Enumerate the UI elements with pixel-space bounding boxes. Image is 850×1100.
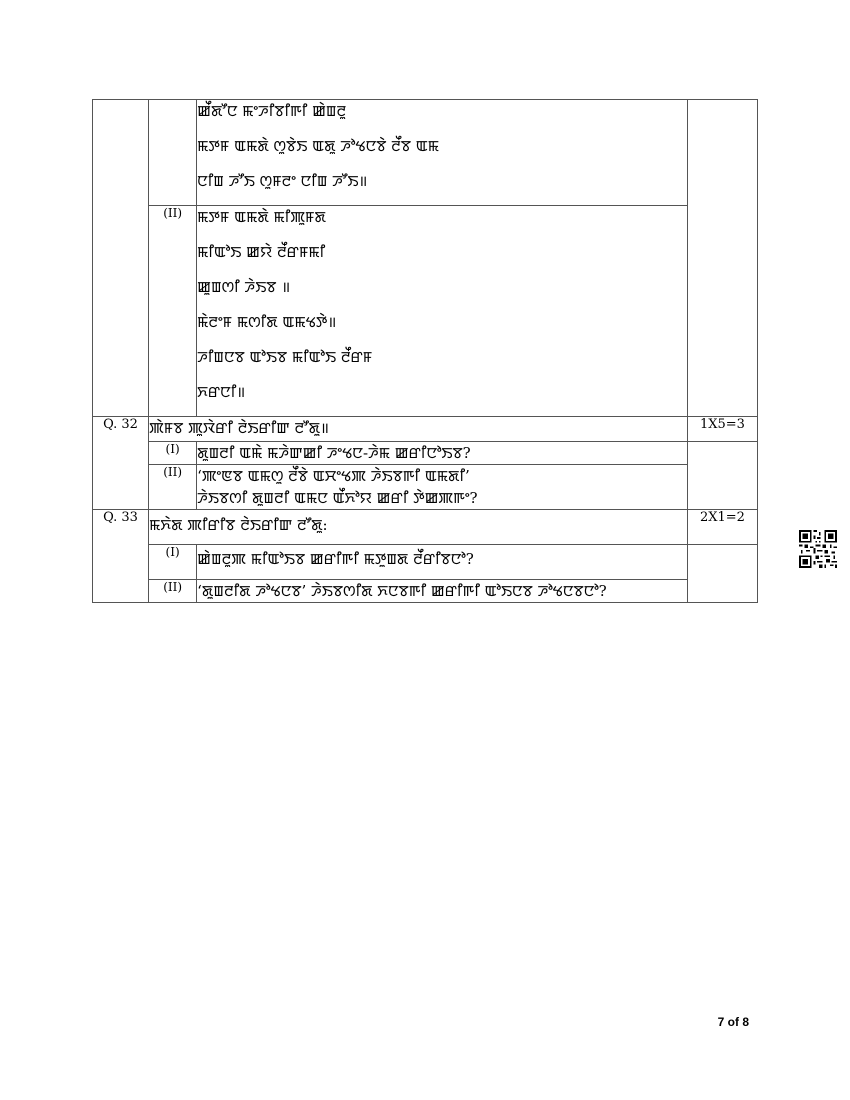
- part-text: [197, 442, 688, 465]
- marks-cell: [687, 442, 757, 510]
- block1-row: [93, 100, 758, 206]
- text-line: ꯀꯥꯡꯂꯨꯄ ꯃꯤꯑꯣꯏꯕ ꯀꯔꯤꯒꯤ ꯃꯇꯨꯡꯗ ꯂꯩꯔꯤꯕꯅꯣ?: [197, 550, 474, 568]
- block1-text: [197, 100, 688, 206]
- qno-cell: [93, 100, 149, 417]
- text-line: ꯍꯥꯏꯕꯁꯤ ꯗꯨꯡꯂꯤ ꯑꯃꯅ ꯑꯩꯈꯣꯌ ꯀꯔꯤ ꯇꯥꯀꯄꯒꯦ?: [197, 489, 478, 507]
- part-text: [197, 580, 688, 603]
- text-line: ꯍꯤꯡꯅꯕ ꯑꯣꯏꯕ ꯃꯤꯑꯣꯏ ꯂꯩꯔꯝ: [197, 348, 373, 366]
- prompt-text: ꯃꯈꯥꯗ ꯄꯤꯔꯤꯕ ꯂꯥꯏꯔꯤꯛ ꯂꯧꯗꯨ:: [149, 516, 328, 534]
- q33-part2-row: [93, 580, 758, 603]
- marks: 2X1=2: [687, 510, 757, 545]
- text-line: ꯈꯔꯅꯤ॥: [197, 383, 246, 401]
- prompt-text: ꯄꯥꯝꯕ ꯄꯨꯋꯥꯔꯤ ꯂꯥꯏꯔꯤꯛ ꯂꯧꯗꯨ॥: [149, 419, 330, 437]
- text-line: ꯃꯇꯝ ꯑꯃꯗꯥ ꯁꯨꯕꯥꯏ ꯑꯗꯨ ꯍꯣꯠꯅꯕꯥ ꯂꯩꯕ ꯑꯃ: [197, 137, 440, 155]
- sub-label: (II): [149, 465, 197, 510]
- text-line: ꯃꯥꯂꯦꯝ ꯃꯁꯤꯗ ꯑꯃꯠꯇꯥ॥: [197, 313, 337, 331]
- sub-cell: [149, 100, 197, 206]
- text-line: ꯃꯇꯝ ꯑꯃꯗꯥ ꯃꯤꯄꯨꯝꯗ: [197, 208, 326, 226]
- marks-cell: [687, 545, 757, 603]
- sub-label: (I): [149, 545, 197, 580]
- marks: 1X5=3: [687, 417, 757, 442]
- q33-part1-row: [93, 545, 758, 580]
- q32-part1-row: [93, 442, 758, 465]
- q33-row: [93, 510, 758, 545]
- text-line: ꯗꯨꯡꯂꯤ ꯑꯃꯥ ꯃꯍꯥꯛꯀꯤ ꯍꯦꯠꯅ-ꯍꯥꯃ ꯀꯔꯤꯅꯣꯏꯕ?: [197, 444, 471, 462]
- text-line: ꯅꯤꯡ ꯍꯧꯏ ꯁꯨꯝꯂꯦ ꯅꯤꯡ ꯍꯧꯏ॥: [197, 172, 368, 190]
- text-line: ꯃꯤꯑꯣꯏ ꯀꯌꯥ ꯂꯩꯔꯝꯃꯤ: [197, 243, 326, 261]
- part-text: [197, 465, 688, 510]
- marks-cell: [687, 100, 757, 417]
- part-text: [197, 545, 688, 580]
- block2-text: [197, 206, 688, 417]
- text-line: ‘ꯄꯦꯟꯕ ꯑꯃꯁꯨ ꯂꯩꯕꯥ ꯑꯆꯦꯠꯄ ꯍꯥꯏꯕꯒꯤ ꯑꯃꯗꯤ’: [197, 467, 470, 485]
- sub-label: (II): [149, 580, 197, 603]
- question-prompt: [149, 510, 688, 545]
- question-prompt: [149, 417, 688, 442]
- text-line: ꯀꯩꯗꯧꯅ ꯃꯦꯍꯤꯕꯤꯒꯤ ꯀꯥꯡꯂꯨ: [197, 102, 347, 120]
- q32-row: [93, 417, 758, 442]
- text-line: ‘ꯗꯨꯡꯂꯤꯗ ꯍꯣꯠꯅꯕ’ ꯍꯥꯏꯕꯁꯤꯗ ꯈꯅꯕꯒꯤ ꯀꯔꯤꯒꯤ ꯑꯣꯏꯅꯕ ꯍꯣꯠꯅꯕꯅꯣ?: [197, 582, 607, 600]
- q32-part2-row: [93, 465, 758, 510]
- question-number: Q. 33: [93, 510, 149, 603]
- sub-label: (I): [149, 442, 197, 465]
- question-table: [92, 99, 758, 603]
- block2-row: [93, 206, 758, 417]
- question-number: Q. 32: [93, 417, 149, 510]
- sub-label: (II): [149, 206, 197, 417]
- qr-code-icon: [799, 530, 837, 568]
- page-number: 7 of 8: [717, 1015, 749, 1029]
- text-line: ꯀꯨꯡꯁꯤ ꯍꯥꯏꯕ ॥: [197, 278, 291, 296]
